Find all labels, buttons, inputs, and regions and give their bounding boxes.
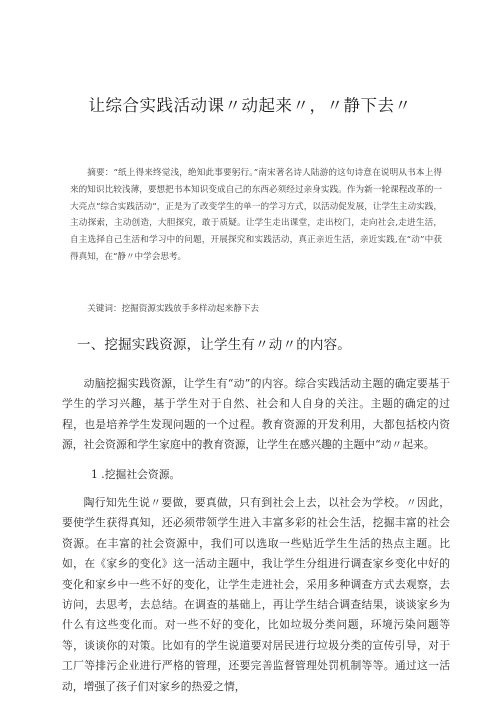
document-title: 让综合实践活动课〃动起来〃，〃静下去〃 [88, 96, 412, 115]
keywords-line: 关键词：挖掘资源实践放手多样动起来静下去 [87, 304, 260, 314]
section-1-paragraph: 动脑挖掘实践资源，让学生有“动”的内容。综合实践活动主题的确定要基于学生的学习兴趣，基于学生对于自然、社会和人自身的关注。主题的确定的过程，也是培养学生发现问题的一个过程。教育资源的开发利用，大都包括校内资源，社会资源和学生家庭中的教育资源，让学生在感兴趣的主题中“动〃起来。 [62, 377, 450, 452]
abstract-text: 摘要：“纸上得来终觉浅，绝知此事要躬行。”南宋著名诗人陆游的这句诗意在说明从书本上得来的知识比较浅薄，要想把书本知识变成自己的东西必须经过亲身实践。作为新一轮课程改革的一大亮点“综合实践活动”，正是为了改变学生的单一的学习方式，以活动促发展，让学生主动实践，主动探索，主动创造，大胆探究，敢于质疑。让学生走出课堂，走出校门，走向社会,走进生活，自主选择自己生活和学习中的问题，开展探究和实践活动，真正亲近生活，亲近实践,在“动”中获得真知，在“静〃中学会思考。 [70, 168, 442, 262]
subsection-1-paragraph: 陶行知先生说〃要做，要真做，只有到社会上去，以社会为学校。〃因此，要使学生获得真知，还必须带领学生进入丰富多彩的社会生活，挖掘丰富的社会资源。在丰富的社会资源中，我们可以选取一些贴近学生生活的热点主题。比如，在《家乡的变化》这一活动主题中，我让学生分组进行调查家乡变化中好的变化和家乡中一些不好的变化，让学生走进社会，采用多种调查方式去观察，去访问，去思考，去总结。在调查的基础上，再让学生结合调查结果，谈谈家乡为什么有这些变化而。对一些不好的变化，比如垃圾分类问题，环境污染问题等等，谈谈你的对策。比如有的学生说道要对居民进行垃圾分类的宣传引导，对于工厂等排污企业进行严格的管理，还要完善监督管理处罚机制等等。通过这一活动，增强了孩子们对家乡的热爱之情， [62, 496, 450, 693]
section-heading-1: 一、挖掘实践资源，让学生有〃动〃的内容。 [77, 337, 351, 353]
subsection-heading-1: 1 .挖掘社会资源。 [91, 468, 181, 481]
